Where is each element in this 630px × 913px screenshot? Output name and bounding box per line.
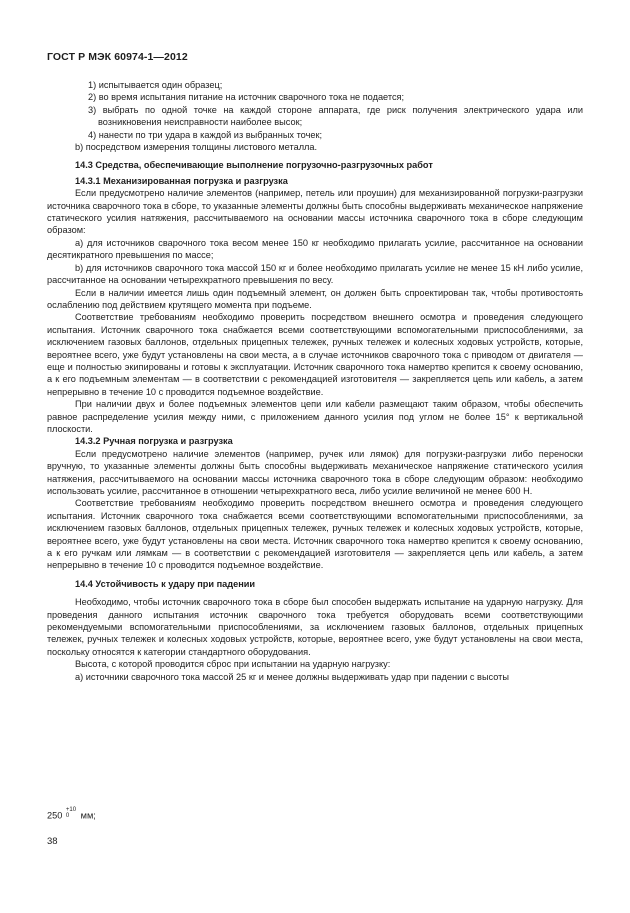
dimension-unit: мм;: [80, 810, 96, 821]
paragraph: а) источники сварочного тока массой 25 кг и менее должны выдерживать удар при падении с высоты: [75, 671, 509, 682]
tolerance-upper: +10: [65, 807, 77, 813]
document-body: [47, 79, 583, 683]
paragraph: Соответствие требованиям необходимо проверить посредством внешнего осмотра и проведения следующего испытания. Источник сварочного тока снабжается всеми соответствующими вспомогательными приспособлениями, за исключением газовых баллонов, отдельных прицепных тележек, ручных тележек и колесных ходовых устройств, которые, вероятнее всего, уже будут установлены на свои места, а в случае источников сварочного тока с приводом от двигателя — еще и полностью экипированы и готовы к эксплуатации. Источник сварочного тока намертво крепится к своему основанию, а к его подъемным элементам — в соответствии с рекомендацией изготовителя — закрепляется цепь или кабель, а затем непрерывно в течение 10 с проводится подъемное воздействие.: [47, 312, 583, 397]
dimension-value: 250: [47, 810, 63, 821]
page-number: 38: [47, 836, 58, 847]
paragraph: При наличии двух и более подъемных элементов цепи или кабели размещают таким образом, чтобы обеспечить равное распределение усилия между ними, с приложением данного усилия под углом не более 15° к вертикальной плоскости.: [47, 399, 583, 434]
list-item: 1) испытывается один образец;: [88, 80, 223, 90]
paragraph: а) для источников сварочного тока весом менее 150 кг необходимо прилагать усилие, рассчитанное на основании десятикратного превышения по массе;: [47, 237, 583, 261]
tolerance-lower: 0: [65, 813, 70, 819]
paragraph: Если предусмотрено наличие элементов (например, ручек или лямок) для погрузки-разгрузки либо переноски вручную, то указанные элементы должны быть способны выдерживать механическое напряжение статического усилия натяжения, рассчитываемого на основании массы источника сварочного тока в сборе следующим образом: необходимо использовать усилие, рассчитанное в отношении четырехкратного веса, либо усилие величиной не менее 600 Н.: [47, 448, 583, 496]
subsection-heading-14-3-1: 14.3.1 Механизированная погрузка и разгрузка: [75, 175, 288, 186]
list-item: 4) нанести по три удара в каждой из выбранных точек;: [88, 129, 323, 140]
paragraph: Высота, с которой проводится сброс при испытании на ударную нагрузку:: [75, 659, 391, 670]
list-item: 3) выбрать по одной точке на каждой стороне аппарата, где риск получения электрического удара или возникновения неисправности наиболее высок;: [88, 104, 583, 128]
section-heading-14-3: 14.3 Средства, обеспечивающие выполнение погрузочно-разгрузочных работ: [75, 160, 433, 171]
paragraph: Если в наличии имеется лишь один подъемный элемент, он должен быть спроектирован так, чтобы противостоять ослаблению под действием крутящего момента при подъеме.: [47, 287, 583, 310]
section-heading-14-4: 14.4 Устойчивость к удару при падении: [75, 578, 256, 589]
paragraph: Необходимо, чтобы источник сварочного тока в сборе был способен выдержать испытание на ударную нагрузку. Для проведения данного испытания источник сварочного тока требуется оборудовать всеми соответствующими рекомендуемыми вспомогательными приспособлениями, за исключением газовых баллонов, отдельных прицепных тележек, ручных тележек и колесных ходовых устройств, которые, вероятнее всего, уже будут установлены на свои места, поскольку относятся к категории стандартного оборудования.: [47, 597, 583, 657]
paragraph: Если предусмотрено наличие элементов (например, петель или проушин) для механизированной погрузки-разгрузки источника сварочного тока в сборе, то указанные элементы должны быть способны выдерживать механическое напряжение статического усилия натяжения, рассчитываемого на основании массы источника сварочного тока в сборе следующим образом:: [47, 188, 583, 236]
tolerance: [66, 807, 76, 819]
paragraph: Соответствие требованиям необходимо проверить посредством внешнего осмотра и проведения следующего испытания. Источник сварочного тока снабжается всеми соответствующими вспомогательными приспособлениями, за исключением газовых баллонов, отдельных прицепных тележек, ручных тележек и колесных ходовых устройств, которые, вероятнее всего, уже будут установлены на свои места. Источник сварочного тока намертво крепится к своему основанию, а к его ручкам или лямкам — в соответствии с рекомендацией изготовителя — закрепляется цепь или кабель, а затем непрерывно в течение 10 с проводится подъемное воздействие.: [47, 498, 583, 571]
page-header: ГОСТ Р МЭК 60974-1—2012: [47, 51, 188, 63]
paragraph: b) для источников сварочного тока массой 150 кг и более необходимо прилагать усилие не менее 15 кН либо усилие, рассчитанное на основании четырехкратного превышения по весу.: [47, 262, 583, 286]
subsection-heading-14-3-2: 14.3.2 Ручная погрузка и разгрузка: [75, 436, 233, 447]
drop-height-value: [47, 807, 96, 822]
list-item-b: b) посредством измерения толщины листового металла.: [75, 142, 318, 153]
list-item: 2) во время испытания питание на источник сварочного тока не подается;: [88, 92, 405, 103]
